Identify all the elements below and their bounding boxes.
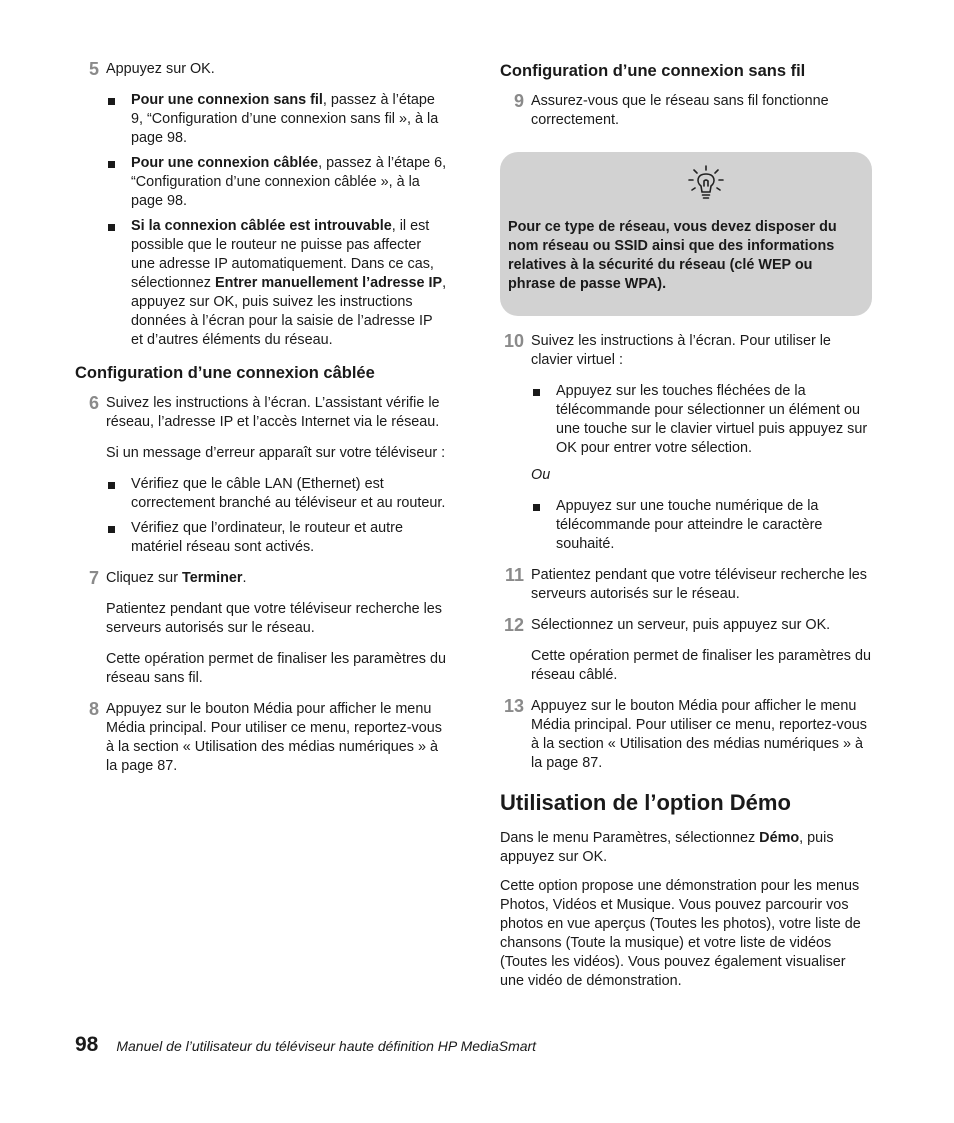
bold-text: Pour une connexion câblée xyxy=(131,155,319,171)
list-item: Appuyez sur les touches fléchées de la télécommande pour sélectionner un élément ou une touche sur le clavier virtuel puis appuyez sur OK pour entrer votre sélection. xyxy=(556,382,872,458)
right-column xyxy=(500,60,872,1001)
left-column xyxy=(75,60,447,788)
text-segment: Cliquez sur xyxy=(106,570,182,586)
tip-box xyxy=(500,152,872,316)
keyboard-method-list xyxy=(500,382,872,458)
paragraph: Cette opération permet de finaliser les paramètres du réseau sans fil. xyxy=(106,651,446,686)
connection-type-list xyxy=(75,91,447,350)
item-text: , appuyez sur OK, puis suivez les instructions données à l’écran pour la saisie de l’adresse IP et d’autres éléments du réseau. xyxy=(131,275,447,348)
step-text xyxy=(106,569,447,588)
step-text: Suivez les instructions à l’écran. L’assistant vérifie le réseau, l’adresse IP et l’accès Internet via le réseau. xyxy=(106,395,440,430)
bold-text: Pour une connexion sans fil xyxy=(131,92,323,108)
step-text: Appuyez sur OK. xyxy=(106,61,215,77)
list-item xyxy=(131,91,447,148)
or-label: Ou xyxy=(531,467,551,483)
wireless-heading: Configuration d’une connexion sans fil xyxy=(500,62,806,80)
item-text: , passez à l’étape 9, “Configuration d’une connexion sans fil », à la page 98. xyxy=(131,92,439,146)
page-footer xyxy=(75,1035,536,1056)
step-7 xyxy=(75,569,447,588)
lightbulb-icon xyxy=(686,164,726,204)
item-text: , passez à l’étape 6, “Configuration d’une connexion câblée », à la page 98. xyxy=(131,155,447,209)
bold-text: Démo xyxy=(759,830,800,846)
paragraph: Cette opération permet de finaliser les paramètres du réseau câblé. xyxy=(531,648,871,683)
error-intro: Si un message d’erreur apparaît sur votre téléviseur : xyxy=(106,445,446,461)
keyboard-method-list-2 xyxy=(500,497,872,554)
step-9 xyxy=(500,92,872,130)
footer-title: Manuel de l’utilisateur du téléviseur haute définition HP MediaSmart xyxy=(116,1038,537,1054)
step-text: Sélectionnez un serveur, puis appuyez sur OK. xyxy=(531,617,831,633)
step-text: Suivez les instructions à l’écran. Pour utiliser le clavier virtuel : xyxy=(531,333,831,368)
text-segment: , puis appuyez sur OK. xyxy=(500,830,834,865)
step-13 xyxy=(500,697,872,773)
step-12 xyxy=(500,616,872,635)
step-text: Appuyez sur le bouton Média pour afficher le menu Média principal. Pour utiliser ce menu, reportez-vous à la section « Utilisation des médias numériques » à la page 87. xyxy=(531,698,867,771)
wired-heading: Configuration d’une connexion câblée xyxy=(75,364,375,382)
step-10 xyxy=(500,332,872,370)
step-8 xyxy=(75,700,447,776)
step-number: 10 xyxy=(503,331,524,351)
list-item: Vérifiez que le câble LAN (Ethernet) est correctement branché au téléviseur et au routeur. xyxy=(131,476,446,511)
step-number: 13 xyxy=(503,696,524,716)
step-6 xyxy=(75,394,447,432)
step-number: 6 xyxy=(88,393,99,413)
step-number: 9 xyxy=(513,91,524,111)
list-item: Vérifiez que l’ordinateur, le routeur et autre matériel réseau sont activés. xyxy=(131,519,447,557)
step-11 xyxy=(500,566,872,604)
paragraph: Cette option propose une démonstration pour les menus Photos, Vidéos et Musique. Vous pouvez parcourir vos photos en vue aperçus (Toutes les photos), votre liste de chansons (Toute la musique) et votre liste de vidéos (Toutes les vidéos). Vous pouvez également visualiser une vidéo de démonstration. xyxy=(500,878,861,989)
bold-text: Si la connexion câblée est introuvable xyxy=(131,218,392,234)
step-number: 11 xyxy=(504,565,524,585)
bold-text: Entrer manuellement l’adresse IP xyxy=(215,275,443,291)
step-text: Patientez pendant que votre téléviseur recherche les serveurs autorisés sur le réseau. xyxy=(531,567,867,602)
bold-text: Terminer xyxy=(181,570,243,586)
page-number: 98 xyxy=(75,1033,99,1056)
item-text: , il est possible que le routeur ne puisse pas affecter une adresse IP automatiquement. Dans ce cas, sélectionnez xyxy=(131,218,434,291)
paragraph: Patientez pendant que votre téléviseur recherche les serveurs autorisés sur le réseau. xyxy=(106,601,442,636)
list-item: Appuyez sur une touche numérique de la télécommande pour atteindre le caractère souhaité. xyxy=(556,497,872,554)
tip-text: Pour ce type de réseau, vous devez disposer du nom réseau ou SSID ainsi que des informations relatives à la sécurité du réseau (clé WEP ou phrase de passe WPA). xyxy=(508,219,837,292)
step-text: Assurez-vous que le réseau sans fil fonctionne correctement. xyxy=(531,93,829,128)
text-segment: Dans le menu Paramètres, sélectionnez xyxy=(500,830,760,846)
step-number: 5 xyxy=(88,59,99,79)
step-text: Appuyez sur le bouton Média pour afficher le menu Média principal. Pour utiliser ce menu, reportez-vous à la section « Utilisation des médias numériques » à la page 87. xyxy=(106,701,442,774)
text-segment: . xyxy=(242,570,247,586)
demo-section-heading: Utilisation de l’option Démo xyxy=(500,790,791,815)
list-item xyxy=(131,217,447,350)
step-number: 8 xyxy=(88,699,99,719)
list-item xyxy=(131,154,447,211)
step-number: 7 xyxy=(88,568,99,588)
paragraph xyxy=(500,829,872,867)
step-number: 12 xyxy=(503,615,524,635)
error-check-list xyxy=(75,475,447,557)
step-5 xyxy=(75,60,447,79)
